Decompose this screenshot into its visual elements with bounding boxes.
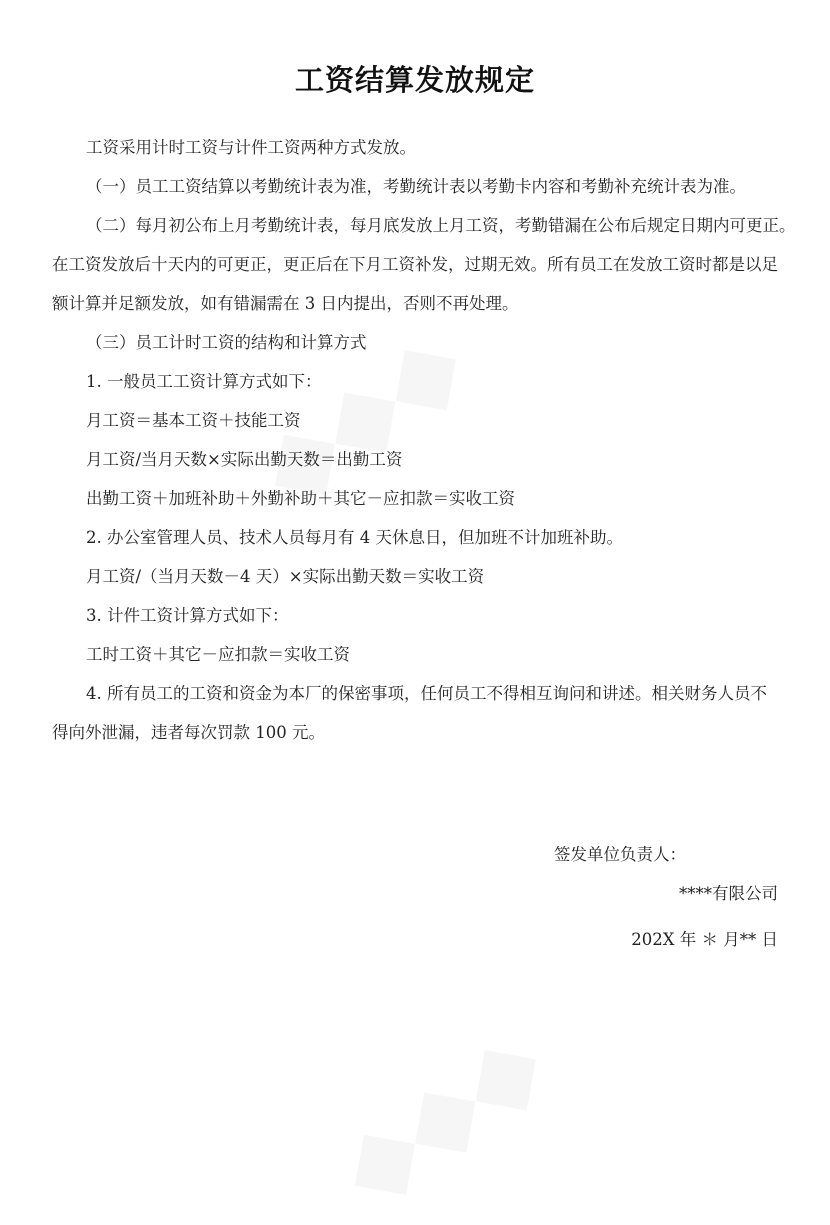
section-1-paragraph: （一）员工工资结算以考勤统计表为准，考勤统计表以考勤卡内容和考勤补充统计表为准。 <box>86 177 746 196</box>
section-3-heading: （三）员工计时工资的结构和计算方式 <box>86 333 367 352</box>
item-1: 1. 一般员工工资计算方式如下： <box>86 372 322 391</box>
intro-paragraph: 工资采用计时工资与计件工资两种方式发放。 <box>86 138 416 157</box>
formula-5: 工时工资＋其它－应扣款＝实收工资 <box>86 645 350 664</box>
section-2-line-1: （二）每月初公布上月考勤统计表，每月底发放上月工资，考勤错漏在公布后规定日期内可更正。 <box>86 216 796 235</box>
document-title: 工资结算发放规定 <box>294 63 535 97</box>
item-4-line-1: 4. 所有员工的工资和资金为本厂的保密事项，任何员工不得相互询问和讲述。相关财务人员不 <box>86 684 767 703</box>
section-2-line-3: 额计算并足额发放，如有错漏需在 3 日内提出，否则不再处理。 <box>52 294 519 313</box>
formula-1: 月工资＝基本工资＋技能工资 <box>86 411 301 430</box>
item-3: 3. 计件工资计算方式如下： <box>86 606 289 625</box>
item-4-line-2: 得向外泄漏，违者每次罚款 100 元。 <box>52 723 325 742</box>
watermark <box>318 1007 564 1225</box>
formula-4: 月工资/（当月天数－4 天）×实际出勤天数＝实收工资 <box>86 567 485 586</box>
issue-date: 202X 年 ＊ 月** 日 <box>631 930 778 949</box>
signer-label: 签发单位负责人： <box>554 845 686 864</box>
formula-2: 月工资/当月天数×实际出勤天数＝出勤工资 <box>86 450 403 469</box>
formula-3: 出勤工资＋加班补助＋外勤补助＋其它－应扣款＝实收工资 <box>86 489 515 508</box>
item-2: 2. 办公室管理人员、技术人员每月有 4 天休息日，但加班不计加班补助。 <box>86 528 623 547</box>
company-name: ****有限公司 <box>679 884 778 903</box>
section-2-line-2: 在工资发放后十天内的可更正，更正后在下月工资补发，过期无效。所有员工在发放工资时都是以足 <box>52 255 778 274</box>
